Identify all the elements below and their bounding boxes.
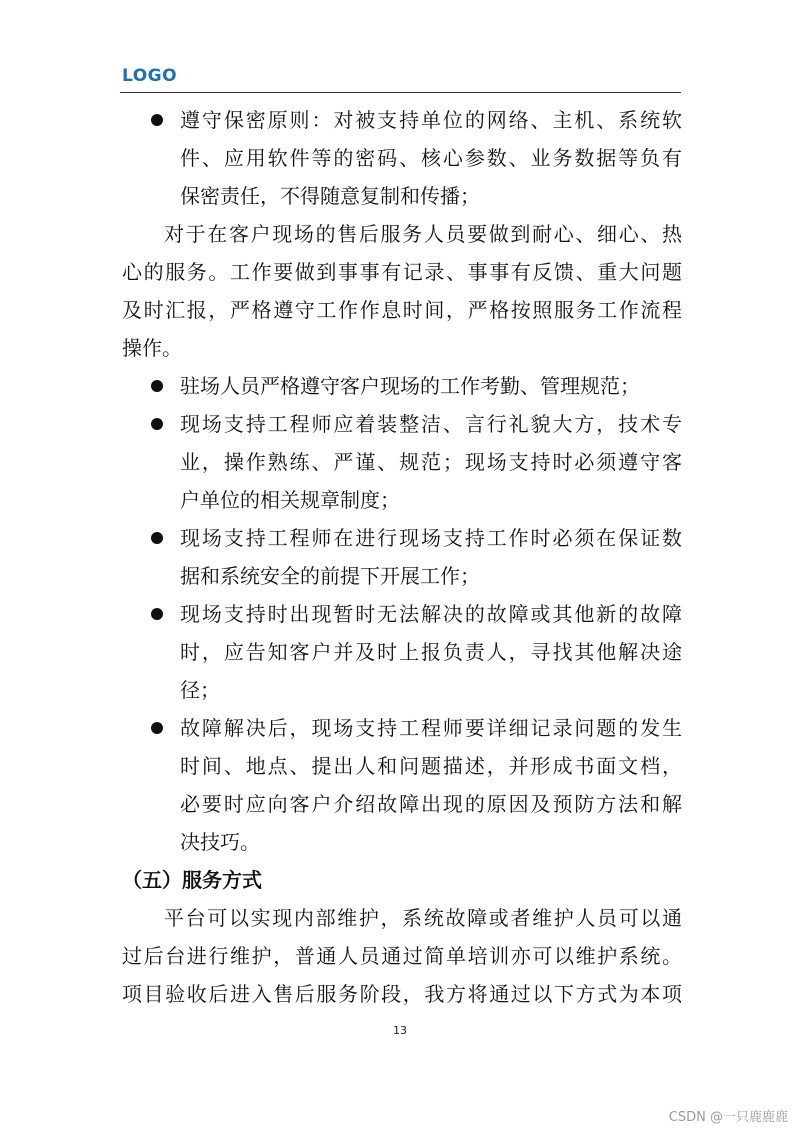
- text-line: 操作。: [122, 336, 182, 360]
- text-line: 件、应用软件等的密码、核心参数、业务数据等负有: [180, 146, 682, 170]
- paragraph-onsite-service: [122, 215, 682, 367]
- bullet-icon: [151, 608, 163, 620]
- text-line: 过后台进行维护，普通人员通过简单培训亦可以维护系统。: [122, 944, 682, 968]
- bullet-item-data-safety: [122, 519, 682, 595]
- text-line: 及时汇报，严格遵守工作作息时间，严格按照服务工作流程: [122, 298, 682, 322]
- text-line: 驻场人员严格遵守客户现场的工作考勤、管理规范；: [180, 374, 640, 398]
- bullet-icon: [151, 722, 163, 734]
- bullet-item-escalation: [122, 595, 682, 709]
- paragraph-service-mode: [122, 899, 682, 1013]
- text-line: 心的服务。工作要做到事事有记录、事事有反馈、重大问题: [122, 260, 682, 284]
- text-line: 遵守保密原则：对被支持单位的网络、主机、系统软: [180, 108, 682, 132]
- text-line: 平台可以实现内部维护，系统故障或者维护人员可以通: [164, 906, 682, 930]
- text-line: 户单位的相关规章制度；: [180, 488, 400, 512]
- text-line: 现场支持工程师应着装整洁、言行礼貌大方，技术专: [180, 412, 682, 436]
- bullet-item-dress-code: [122, 405, 682, 519]
- bullet-icon: [151, 380, 163, 392]
- document-body: [122, 101, 682, 1013]
- text-line: 必要时应向客户介绍故障出现的原因及预防方法和解: [180, 792, 682, 816]
- bullet-icon: [151, 532, 163, 544]
- text-line: 现场支持时出现暂时无法解决的故障或其他新的故障: [180, 602, 682, 626]
- text-line: 故障解决后，现场支持工程师要详细记录问题的发生: [180, 716, 682, 740]
- text-line: 对于在客户现场的售后服务人员要做到耐心、细心、热: [164, 222, 682, 246]
- watermark: CSDN @一只鹿鹿鹿: [668, 1110, 788, 1125]
- header-rule: [120, 92, 681, 93]
- text-line: 保密责任，不得随意复制和传播；: [180, 184, 480, 208]
- text-line: 现场支持工程师在进行现场支持工作时必须在保证数: [180, 526, 682, 550]
- text-line: 时，应告知客户并及时上报负责人，寻找其他解决途: [180, 640, 682, 664]
- text-line: 据和系统安全的前提下开展工作；: [180, 564, 480, 588]
- page-number: 13: [393, 1024, 407, 1037]
- bullet-item-documentation: [122, 709, 682, 861]
- bullet-item-confidentiality: [122, 101, 682, 215]
- text-line: 时间、地点、提出人和问题描述，并形成书面文档，: [180, 754, 682, 778]
- text-line: 径；: [180, 678, 220, 702]
- bullet-item-attendance: [122, 367, 682, 405]
- text-line: 项目验收后进入售后服务阶段，我方将通过以下方式为本项: [122, 982, 682, 1006]
- logo: LOGO: [122, 66, 178, 86]
- bullet-icon: [151, 114, 163, 126]
- section-heading: （五）服务方式: [122, 868, 262, 892]
- bullet-icon: [151, 418, 163, 430]
- text-line: 决技巧。: [180, 830, 260, 854]
- text-line: 业，操作熟练、严谨、规范；现场支持时必须遵守客: [180, 450, 682, 474]
